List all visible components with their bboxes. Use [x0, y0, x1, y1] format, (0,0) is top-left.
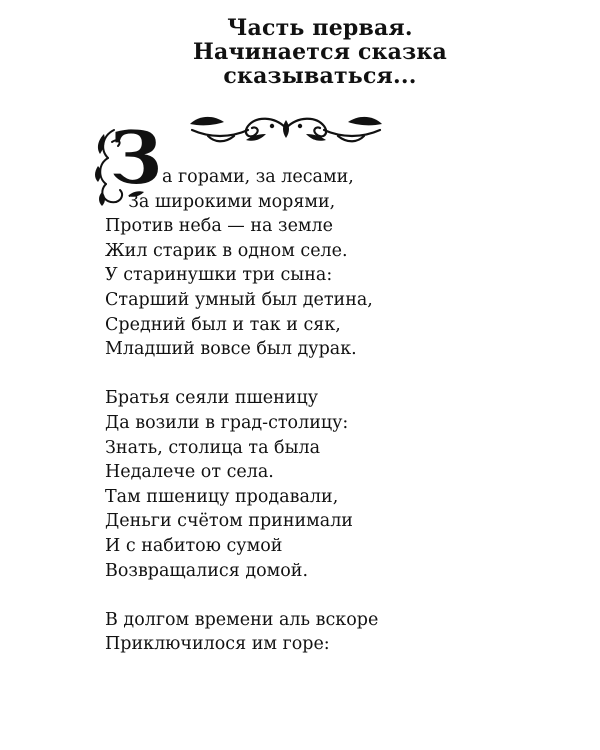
poem-line: Знать, столица та была	[105, 437, 321, 458]
poem-line: Да возили в град-столицу:	[105, 412, 349, 433]
stanza	[105, 165, 565, 362]
poem-line: За широкими морями,	[128, 191, 336, 212]
stanza-break	[105, 583, 565, 608]
poem-line: Старший умный был детина,	[105, 289, 373, 310]
chapter-title	[100, 16, 540, 88]
stanza	[105, 386, 565, 583]
poem-line: Жил старик в одном селе.	[105, 240, 348, 261]
poem-line: В долгом времени аль вскоре	[105, 609, 379, 630]
poem-line: Недалече от села.	[105, 462, 274, 483]
poem-line: Средний был и так и сяк,	[105, 314, 341, 335]
stanza-break	[105, 362, 565, 387]
chapter-title-line: Начинается сказка	[193, 39, 447, 65]
chapter-title-line: сказываться...	[223, 63, 417, 89]
poem-line: Там пшеницу продавали,	[105, 486, 339, 507]
poem-line: Деньги счётом принимали	[105, 511, 353, 532]
poem-line: И с набитою сумой	[105, 535, 283, 556]
poem-line: Приключилося им горе:	[105, 634, 330, 655]
stanza	[105, 608, 565, 657]
chapter-title-line: Часть первая.	[227, 15, 413, 41]
poem-line: Против неба — на земле	[105, 216, 334, 237]
drop-cap-letter: З	[110, 115, 162, 200]
poem-line: а горами, за лесами,	[162, 167, 354, 187]
poem-line: Младший вовсе был дурак.	[105, 339, 357, 360]
scroll-ornament-icon	[184, 108, 389, 148]
poem-body	[105, 165, 565, 657]
poem-line: Возвращалися домой.	[105, 560, 309, 581]
poem-line: У старинушки три сына:	[105, 265, 333, 286]
poem-line: Братья сеяли пшеницу	[105, 388, 319, 409]
